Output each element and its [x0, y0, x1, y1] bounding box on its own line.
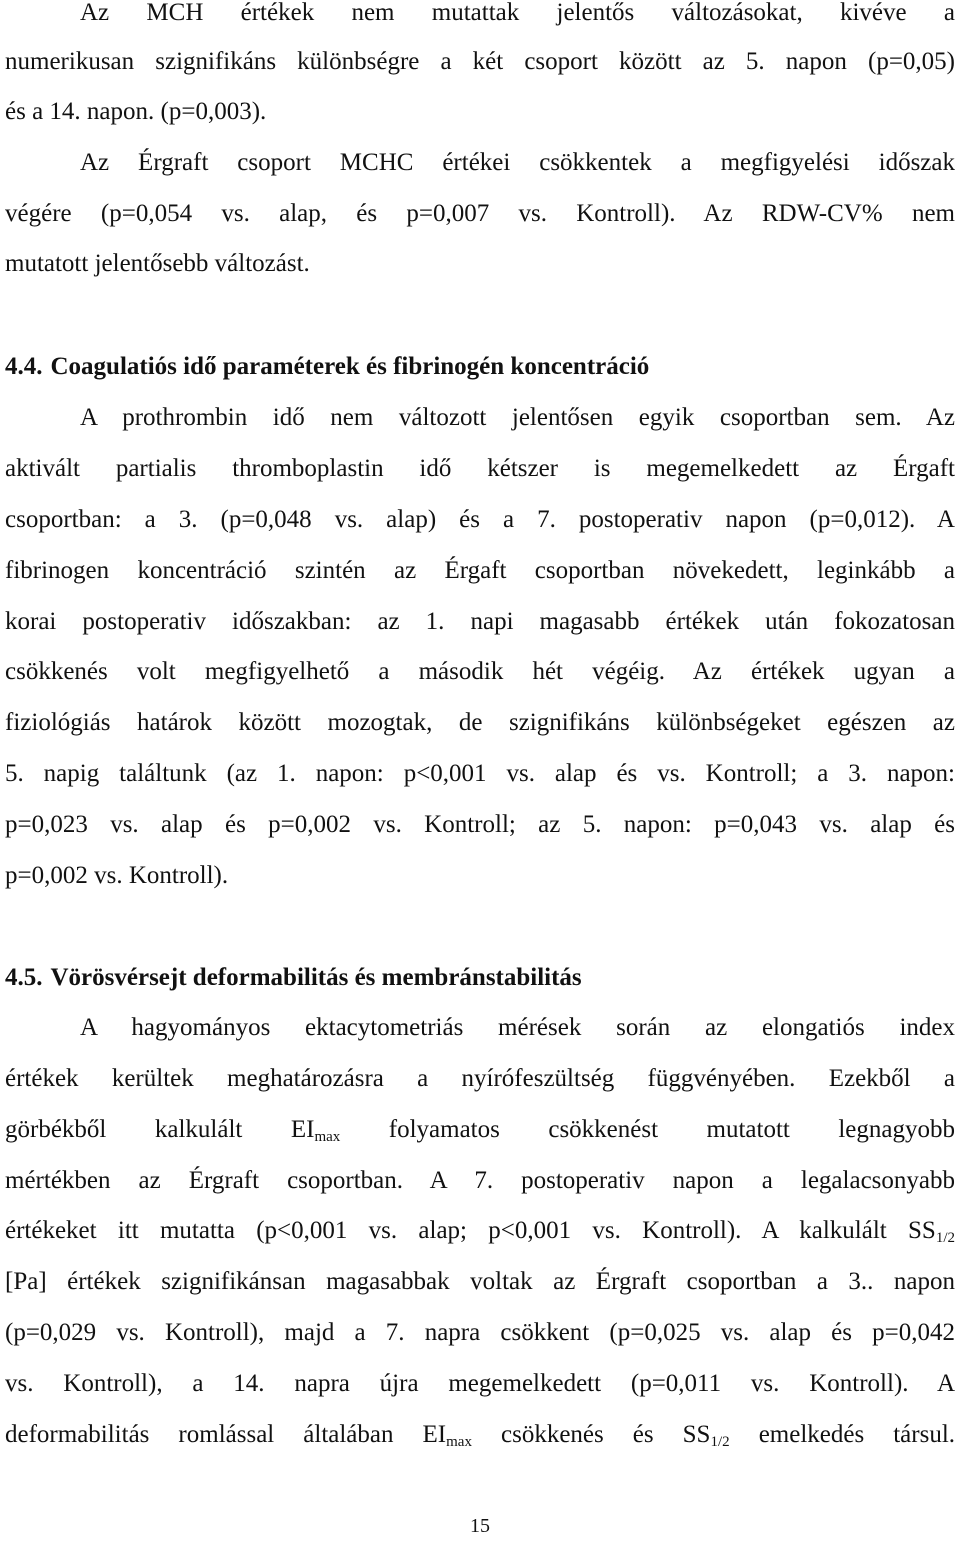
section-heading — [5, 350, 955, 384]
paragraph-line: Az MCH értékek nem mutattak jelentős változásokat, kivéve a — [80, 0, 955, 26]
page-number: 15 — [470, 1515, 490, 1537]
section-title: Vörösvérsejt deformabilitás és membránstabilitás — [50, 964, 582, 991]
section-number: 4.5. — [5, 964, 43, 991]
text-run: csökkenés és SS — [501, 1421, 711, 1448]
paragraph-line: korai postoperativ időszakban: az 1. napi magasabb értékek után fokozatosan — [5, 608, 955, 635]
subscript: 1/2 — [935, 1230, 955, 1246]
paragraph-line: és a 14. napon. (p=0,003). — [5, 98, 267, 125]
section-heading — [5, 961, 955, 995]
paragraph-line: Az Érgraft csoport MCHC értékei csökkentek a megfigyelési időszak — [80, 149, 955, 176]
paragraph-line: aktivált partialis thromboplastin idő kétszer is megemelkedett az Érgaft — [5, 455, 955, 482]
paragraph-line: (p=0,029 vs. Kontroll), majd a 7. napra csökkent (p=0,025 vs. alap és p=0,042 — [5, 1319, 955, 1346]
text-run: folyamatos csökkenést mutatott legnagyobb — [388, 1116, 955, 1143]
paragraph-line: A hagyományos ektacytometriás mérések során az elongatiós index — [80, 1014, 955, 1041]
paragraph-line: p=0,002 vs. Kontroll). — [5, 862, 229, 889]
paragraph-line: fibrinogen koncentráció szintén az Érgaft csoportban növekedett, leginkább a — [5, 557, 955, 584]
paragraph-line: [Pa] értékek szignifikánsan magasabbak voltak az Érgraft csoportban a 3.. napon — [5, 1268, 955, 1295]
subscript: max — [314, 1129, 341, 1145]
subscript: max — [446, 1434, 472, 1450]
paragraph-line — [5, 1214, 955, 1248]
paragraph-line: csoportban: a 3. (p=0,048 vs. alap) és a 7. postoperativ napon (p=0,012). A — [5, 506, 955, 533]
section-number: 4.4. — [5, 353, 43, 380]
paragraph-line — [5, 1418, 955, 1452]
text-run: értékeket itt mutatta (p<0,001 vs. alap; p<0,001 vs. Kontroll). A kalkulált SS — [5, 1217, 936, 1244]
subscript: 1/2 — [710, 1434, 730, 1450]
paragraph-line: fiziológiás határok között mozogtak, de szignifikáns különbségeket egészen az — [5, 709, 955, 736]
paragraph-line: mutatott jelentősebb változást. — [5, 250, 310, 277]
paragraph-line: A prothrombin idő nem változott jelentősen egyik csoportban sem. Az — [80, 404, 955, 431]
paragraph-line: p=0,023 vs. alap és p=0,002 vs. Kontroll; az 5. napon: p=0,043 vs. alap és — [5, 811, 955, 838]
paragraph-line: végére (p=0,054 vs. alap, és p=0,007 vs. Kontroll). Az RDW-CV% nem — [5, 200, 955, 227]
section-title: Coagulatiós idő paraméterek és fibrinogén koncentráció — [50, 353, 650, 380]
text-run: deformabilitás romlással általában EI — [5, 1421, 447, 1448]
paragraph-line: értékek kerültek meghatározásra a nyírófeszültség függvényében. Ezekből a — [5, 1065, 955, 1092]
paragraph-line: numerikusan szignifikáns különbségre a két csoport között az 5. napon (p=0,05) — [5, 48, 955, 75]
paragraph-line: 5. napig találtunk (az 1. napon: p<0,001 vs. alap és vs. Kontroll; a 3. napon: — [5, 760, 955, 787]
paragraph-line: vs. Kontroll), a 14. napra újra megemelkedett (p=0,011 vs. Kontroll). A — [5, 1370, 955, 1397]
text-run: emelkedés társul. — [758, 1421, 956, 1448]
paragraph-line — [5, 1113, 955, 1147]
paragraph-line: mértékben az Érgraft csoportban. A 7. postoperativ napon a legalacsonyabb — [5, 1167, 955, 1194]
paragraph-line: csökkenés volt megfigyelhető a második hét végéig. Az értékek ugyan a — [5, 658, 955, 685]
text-run: görbékből kalkulált EI — [5, 1116, 315, 1143]
